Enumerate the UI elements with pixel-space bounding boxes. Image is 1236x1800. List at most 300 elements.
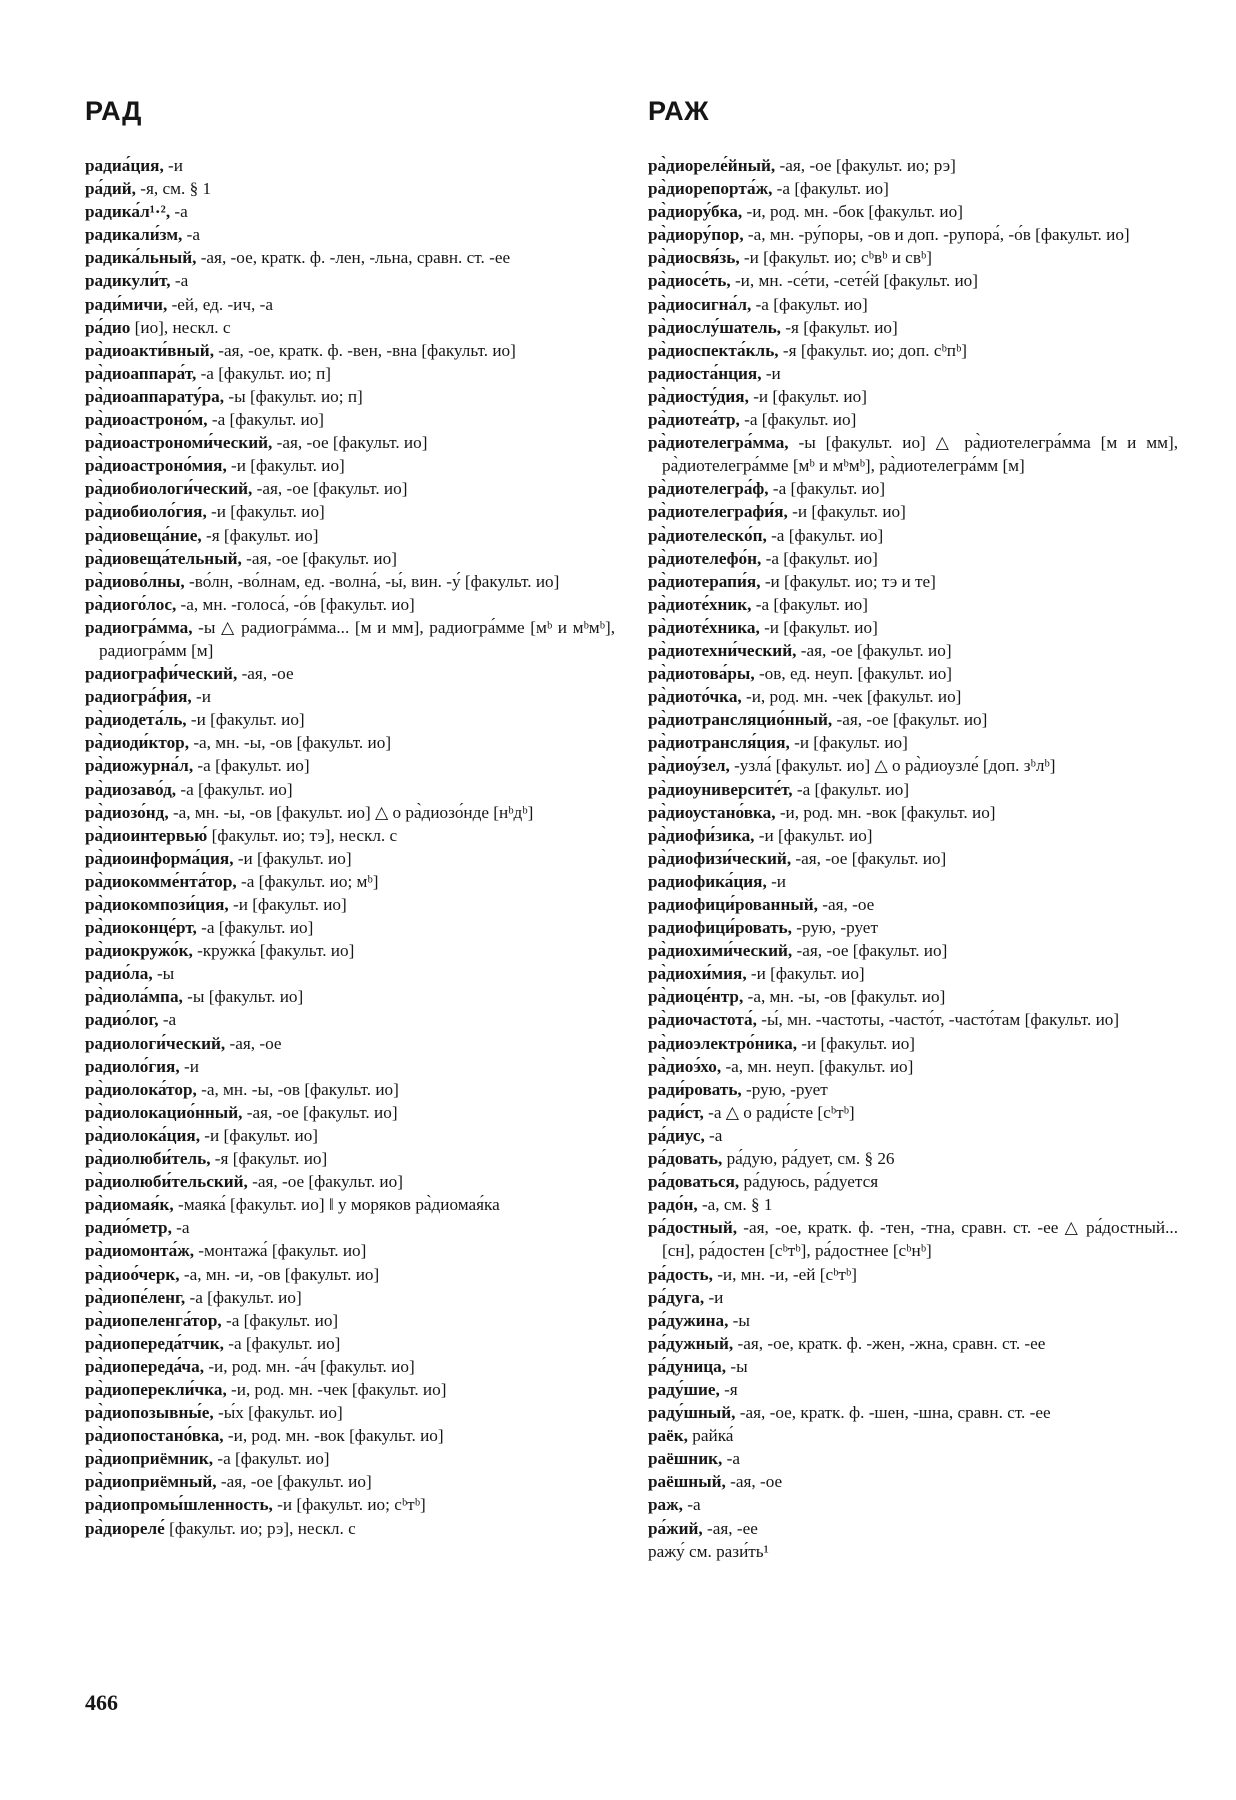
entry-headword: ра̀диоаппарату́ра, [85, 386, 225, 406]
entry-headword: ра̀диохи́мия, [648, 964, 747, 984]
dictionary-entry [85, 200, 615, 223]
entry-grammar: -ая, -ое [факульт. ио] [252, 479, 408, 499]
entry-grammar: -ая, -ое [725, 1472, 783, 1492]
dictionary-entry [648, 339, 1178, 362]
entry-grammar: -а, мн. -ы, -ов [факульт. ио] △ о ра̀диозо́нде [нᵇдᵇ] [168, 802, 534, 822]
entry-grammar: -и [704, 1287, 724, 1307]
entry-headword: ра̀диоэлектро́ника, [648, 1033, 797, 1053]
entry-grammar: -монтажа́ [факульт. ио] [194, 1241, 367, 1261]
dictionary-entry [85, 1493, 615, 1516]
entry-grammar: -а [факульт. ио; п] [196, 363, 332, 383]
entry-grammar: -ая, -ое, кратк. ф. -жен, -жна, сравн. ст. -ее [733, 1333, 1046, 1353]
dictionary-entry [85, 893, 615, 916]
dictionary-entry [85, 1147, 615, 1170]
entry-grammar: -ы [726, 1356, 748, 1376]
entry-grammar: -и, мн. -се́ти, -сете́й [факульт. ио] [730, 271, 978, 291]
entry-headword: ра̀диосту́дия, [648, 386, 749, 406]
entry-grammar: -и, мн. -и, -ей [сᵇтᵇ] [712, 1264, 857, 1284]
entry-headword: ра̀диопозывны́е, [85, 1403, 214, 1423]
entry-headword: ра̀диотрансля́ция, [648, 733, 790, 753]
entry-headword: ра̀диотелефо́н, [648, 548, 762, 568]
dictionary-entry [85, 870, 615, 893]
entry-grammar: -а [факульт. ио] [196, 918, 314, 938]
entry-headword: ра̀диодета́ль, [85, 710, 187, 730]
dictionary-entry [648, 1493, 1178, 1516]
entry-grammar: -ы [факульт. ио] △ ра̀диотелегра́мма [м и мм], ра̀диотелегра́мме [мᵇ и мᵇмᵇ], ра̀диотелегра́мм [м] [662, 433, 1178, 476]
entry-headword: ра̀диопереда́тчик, [85, 1333, 224, 1353]
entry-grammar: -а [факульт. ио] [768, 479, 886, 499]
entry-headword: ра̀диохими́ческий, [648, 941, 793, 961]
dictionary-entry [85, 824, 615, 847]
dictionary-entry [648, 223, 1178, 246]
dictionary-entry [648, 985, 1178, 1008]
entry-grammar: -а [182, 225, 201, 245]
dictionary-entry [85, 1032, 615, 1055]
dictionary-entry [85, 1332, 615, 1355]
entry-grammar: -и, род. мн. -бок [факульт. ио] [742, 202, 963, 222]
entry-headword: ра̀диотелеско́п, [648, 525, 767, 545]
entry-headword: радикули́т, [85, 271, 171, 291]
entry-headword: ра̀диоастроно́м, [85, 410, 208, 430]
entry-grammar: -и [факульт. ио] [186, 710, 305, 730]
entry-grammar: -и [факульт. ио] [754, 825, 873, 845]
entry-headword: ра̀диокружо́к, [85, 941, 193, 961]
entry-grammar: -ая, -ое [факульт. ио] [242, 1102, 398, 1122]
entry-grammar: -и, род. мн. -чек [факульт. ио] [741, 687, 962, 707]
entry-grammar: -а [682, 1495, 701, 1515]
entry-grammar: -ы △ радиогра́мма... [м и мм], радиогра́мме [мᵇ и мᵇмᵇ], радиогра́мм [м] [99, 617, 615, 660]
entry-headword: ра́дуница, [648, 1356, 727, 1376]
entry-headword: ра̀диотерапи́я, [648, 571, 761, 591]
entry-headword: радиа́ция, [85, 156, 164, 175]
dictionary-entry [648, 1517, 1178, 1540]
entry-grammar: -я [факульт. ио] [210, 1149, 328, 1169]
dictionary-entry [85, 962, 615, 985]
entry-headword: ра̀диомонта́ж, [85, 1241, 194, 1261]
dictionary-entry [648, 431, 1178, 477]
dictionary-entry [648, 754, 1178, 777]
entry-headword: ра̀диоэ́хо, [648, 1056, 722, 1076]
entry-headword: ра̀диомая́к, [85, 1195, 174, 1215]
entry-grammar: -ы [728, 1310, 750, 1330]
entry-grammar: -ов, ед. неуп. [факульт. ио] [754, 664, 953, 684]
running-header-left: РАД [85, 96, 142, 126]
dictionary-entry [85, 616, 615, 662]
entry-grammar: -узла́ [факульт. ио] △ о ра̀диоузле́ [доп. зᵇлᵇ] [729, 756, 1056, 776]
entry-headword: ра̀диофи́зика, [648, 825, 755, 845]
entry-headword: ра̀диовеща́тельный, [85, 548, 242, 568]
entry-headword: ра̀диоприёмник, [85, 1449, 214, 1469]
entry-grammar: -ая, -ое [факульт. ио] [247, 1172, 403, 1192]
dictionary-entry [648, 1447, 1178, 1470]
entry-headword: ра̀диоастрономи́ческий, [85, 433, 273, 453]
dictionary-entry [648, 154, 1178, 177]
entry-grammar: -маяка́ [факульт. ио] ‖ у моряков ра̀диомая́ка [173, 1195, 500, 1215]
entry-grammar: ра́дую, ра́дует, см. § 26 [722, 1149, 895, 1169]
entry-headword: ра́дужина, [648, 1310, 729, 1330]
entry-headword: ра̀диолока́ция, [85, 1125, 200, 1145]
dictionary-entry [648, 916, 1178, 939]
entry-headword: радио́лог, [85, 1010, 159, 1030]
dictionary-entry [648, 524, 1178, 547]
entry-grammar: -и [766, 871, 786, 891]
dictionary-entry [648, 1078, 1178, 1101]
entry-grammar: -а, мн. -ы, -ов [факульт. ио] [189, 733, 392, 753]
dictionary-entry [85, 754, 615, 777]
dictionary-entry [85, 778, 615, 801]
entry-grammar: -ы [факульт. ио; п] [224, 386, 363, 406]
entry-headword: ра̀диочастота́, [648, 1010, 757, 1030]
dictionary-entry [648, 1355, 1178, 1378]
dictionary-entry [648, 362, 1178, 385]
dictionary-entry [648, 269, 1178, 292]
dictionary-entry [648, 570, 1178, 593]
dictionary-entry [85, 477, 615, 500]
entry-headword: ра̀диоустано́вка, [648, 802, 776, 822]
entry-headword: ра̀диосигна́л, [648, 294, 752, 314]
entry-grammar: -и [179, 1056, 199, 1076]
entry-grammar: -ая, -ое, кратк. ф. -вен, -вна [факульт. ио] [214, 340, 516, 360]
dictionary-entry [85, 385, 615, 408]
entry-grammar: -и [761, 363, 781, 383]
entry-headword: ра̀диопромы́шленность, [85, 1495, 273, 1515]
entry-headword: ра̀диору́пор, [648, 225, 744, 245]
dictionary-entry [85, 316, 615, 339]
dictionary-entry [648, 593, 1178, 616]
entry-grammar: -а, см. § 1 [697, 1195, 773, 1215]
entry-headword: ра̀диоце́нтр, [648, 987, 744, 1007]
entry-headword: ра̀диоперекли́чка, [85, 1379, 227, 1399]
entry-grammar: -а, мн. -ы, -ов [факульт. ио] [196, 1079, 399, 1099]
entry-grammar: -и, род. мн. -а́ч [факульт. ио] [204, 1356, 415, 1376]
entry-grammar: -ая, -ое [факульт. ио] [791, 848, 947, 868]
dictionary-entry [648, 177, 1178, 200]
entry-headword: ра̀диоте́хник, [648, 594, 752, 614]
entry-headword: ра̀диобиологи́ческий, [85, 479, 253, 499]
dictionary-entry [85, 500, 615, 523]
dictionary-entry [648, 1055, 1178, 1078]
entry-grammar: ражу́ см. рази́ть¹ [648, 1541, 769, 1561]
dictionary-entry [85, 1055, 615, 1078]
entry-grammar: -ая, -ое [факульт. ио] [796, 640, 952, 660]
entry-headword: ра̀диото́чка, [648, 687, 742, 707]
dictionary-entry [648, 847, 1178, 870]
dictionary-entry [648, 1470, 1178, 1493]
dictionary-entry [648, 1147, 1178, 1170]
entry-grammar: -а [факульт. ио] [751, 594, 868, 614]
entry-grammar: -ая, -ее [702, 1518, 758, 1538]
dictionary-entry [85, 1170, 615, 1193]
entry-grammar: -а [факульт. ио] [751, 294, 868, 314]
dictionary-entry [85, 1124, 615, 1147]
entry-headword: ра̀диовеща́ние, [85, 525, 202, 545]
entry-grammar: -ая, -ое [факульт. ио] [272, 433, 428, 453]
entry-grammar: -и [факульт. ио] [228, 895, 347, 914]
dictionary-entry [85, 1470, 615, 1493]
entry-grammar: -и [факульт. ио; сᵇтᵇ] [272, 1495, 426, 1515]
dictionary-entry [85, 662, 615, 685]
dictionary-entry [85, 916, 615, 939]
dictionary-entry [648, 824, 1178, 847]
entry-headword: ра̀диоо́черк, [85, 1264, 180, 1284]
dictionary-entry [85, 1263, 615, 1286]
entry-headword: ра̀диореле́ [85, 1518, 165, 1538]
entry-headword: ра̀диолюби́тель, [85, 1149, 211, 1169]
entry-grammar: -а [факульт. ио] [207, 410, 325, 430]
dictionary-entry [85, 1216, 615, 1239]
entry-headword: ра̀диола́мпа, [85, 987, 183, 1007]
entry-grammar: -а, мн. -голоса́, -о́в [факульт. ио] [176, 594, 415, 614]
dictionary-entry [648, 1101, 1178, 1124]
dictionary-entry [85, 524, 615, 547]
dictionary-entry [648, 939, 1178, 962]
dictionary-entry [648, 1032, 1178, 1055]
entry-grammar: -а [722, 1449, 740, 1469]
dictionary-entry [648, 1424, 1178, 1447]
entry-headword: раду́шный, [648, 1403, 736, 1423]
dictionary-entry [648, 685, 1178, 708]
entry-headword: ра́жий, [648, 1518, 703, 1538]
entry-headword: ра̀диопереда́ча, [85, 1356, 205, 1376]
entry-grammar: -и [факульт. ио] [206, 502, 325, 522]
entry-grammar: -ы́, мн. -частоты, -часто́т, -часто́там [факульт. ио] [756, 1010, 1120, 1030]
entry-grammar: -а, мн. -и, -ов [факульт. ио] [179, 1264, 380, 1284]
entry-grammar: -я [факульт. ио] [780, 317, 898, 337]
entry-grammar: -и [факульт. ио] [233, 848, 352, 868]
entry-grammar: -а [171, 1218, 190, 1238]
entry-headword: ра̀диожурна́л, [85, 756, 194, 776]
entry-grammar: -рую, -рует [741, 1079, 828, 1099]
entry-headword: ра́дость, [648, 1264, 713, 1284]
entry-grammar: -ая, -ое [225, 1033, 282, 1053]
entry-grammar: -а [факульт. ио] [772, 179, 889, 199]
entry-grammar: -ы [152, 964, 175, 984]
dictionary-entry [85, 708, 615, 731]
entry-grammar: -а [170, 271, 189, 291]
dictionary-entry [85, 685, 615, 708]
entry-headword: ра́дуга, [648, 1287, 705, 1307]
entry-headword: ра̀диолока́тор, [85, 1079, 197, 1099]
entry-grammar: -и [163, 156, 183, 175]
dictionary-entry [648, 200, 1178, 223]
dictionary-entry [648, 293, 1178, 316]
dictionary-entry [85, 1517, 615, 1540]
dictionary-entry [85, 1101, 615, 1124]
entry-headword: ради́ст, [648, 1102, 704, 1122]
entry-headword: ра̀диоте́хника, [648, 617, 760, 637]
entry-headword: ра̀диоспекта́кль, [648, 340, 779, 360]
dictionary-entry [85, 362, 615, 385]
dictionary-entry [648, 477, 1178, 500]
entry-headword: радио́ла, [85, 964, 153, 984]
dictionary-entry [648, 870, 1178, 893]
entry-grammar: -а, мн. -ру́поры, -ов и доп. -рупора́, -о́в [факульт. ио] [743, 225, 1130, 245]
entry-grammar: -и [факульт. ио] [759, 617, 878, 637]
entry-grammar: [факульт. ио; рэ], нескл. с [164, 1518, 356, 1538]
entry-headword: раёк, [648, 1426, 688, 1446]
dictionary-entry [648, 385, 1178, 408]
entry-grammar: -рую, -рует [791, 918, 878, 938]
entry-grammar: райка́ [687, 1426, 734, 1446]
entry-headword: ра̀диорепорта́ж, [648, 179, 773, 199]
entry-headword: ра̀диосе́ть, [648, 271, 731, 291]
entry-grammar: -а [факульт. ио] [739, 410, 857, 430]
dictionary-entry [648, 500, 1178, 523]
entry-headword: ра́достный, [648, 1218, 738, 1238]
dictionary-entry [85, 177, 615, 200]
dictionary-entry [648, 246, 1178, 269]
entry-grammar: -и, род. мн. -чек [факульт. ио] [226, 1379, 447, 1399]
entry-headword: ра̀диокомпози́ция, [85, 895, 229, 914]
entry-headword: раёшный, [648, 1472, 726, 1492]
entry-headword: ра́доваться, [648, 1172, 740, 1192]
entry-grammar: -ей, ед. -ич, -а [167, 294, 273, 314]
entry-headword: радиографи́ческий, [85, 664, 238, 684]
dictionary-entry [85, 1286, 615, 1309]
dictionary-entry [648, 778, 1178, 801]
entry-grammar: -а [704, 1125, 723, 1145]
entry-headword: ра̀диоинтервью́ [85, 825, 208, 845]
entry-grammar: -ая, -ое [факульт. ио; рэ] [775, 156, 956, 175]
entry-headword: ра̀диово́лны, [85, 571, 185, 591]
entry-grammar: -ая, -ое [237, 664, 294, 684]
dictionary-entry [648, 1193, 1178, 1216]
entry-grammar: -я [факульт. ио] [201, 525, 319, 545]
entry-headword: радиоло́гия, [85, 1056, 180, 1076]
dictionary-entry [85, 246, 615, 269]
entry-headword: раёшник, [648, 1449, 723, 1469]
entry-headword: ра̀диолокацио́нный, [85, 1102, 243, 1122]
dictionary-entry [85, 847, 615, 870]
entry-grammar: -а [факульт. ио] [761, 548, 878, 568]
entry-grammar: -а [170, 202, 188, 222]
dictionary-entry [648, 1540, 1178, 1563]
page-number: 466 [85, 1690, 118, 1715]
entry-grammar: -ая, -ое, кратк. ф. -тен, -тна, сравн. ст. -ее △ ра́достный... [сн], ра́достен [сᵇтᵇ], ра́достнее [сᵇнᵇ] [662, 1218, 1178, 1261]
dictionary-entry [648, 1124, 1178, 1147]
entry-grammar: -ы́х [факульт. ио] [213, 1403, 343, 1423]
dictionary-entry [648, 639, 1178, 662]
entry-headword: радиологи́ческий, [85, 1033, 226, 1053]
dictionary-entry [648, 316, 1178, 339]
entry-headword: ра̀диослу́шатель, [648, 317, 781, 337]
entry-grammar: -и [факульт. ио] [748, 386, 867, 406]
entry-grammar: -я [719, 1379, 738, 1399]
entry-grammar: -ая, -ое, кратк. ф. -шен, -шна, сравн. ст. -ее [735, 1403, 1051, 1423]
entry-headword: ра̀диоу́зел, [648, 756, 730, 776]
dictionary-entry [85, 1378, 615, 1401]
entry-headword: радикали́зм, [85, 225, 183, 245]
entry-grammar: -а [факульт. ио; мᵇ] [236, 871, 379, 891]
entry-headword: ра̀диоинформа́ция, [85, 848, 234, 868]
entry-grammar: -и [факульт. ио; сᵇвᵇ и свᵇ] [739, 248, 932, 268]
entry-headword: ра̀диоконце́рт, [85, 918, 197, 938]
dictionary-entry [85, 431, 615, 454]
dictionary-entry [648, 962, 1178, 985]
entry-grammar: -ая, -ое [факульт. ио] [792, 941, 948, 961]
entry-grammar: -кружка́ [факульт. ио] [192, 941, 355, 961]
entry-headword: ра̀диоуниверсите́т, [648, 779, 793, 799]
entry-headword: радио́метр, [85, 1218, 172, 1238]
entry-grammar: -ы [факульт. ио] [182, 987, 304, 1007]
running-header-right: РАЖ [648, 96, 710, 126]
dictionary-entry [648, 708, 1178, 731]
dictionary-entry [85, 1008, 615, 1031]
dictionary-entry [648, 408, 1178, 431]
dictionary-entry [85, 593, 615, 616]
entry-headword: ра̀диоакти́вный, [85, 340, 214, 360]
entry-grammar: ра́дуюсь, ра́дуется [739, 1172, 879, 1192]
entry-headword: ра̀диолюби́тельский, [85, 1172, 248, 1192]
entry-headword: ра̀диобиоло́гия, [85, 502, 207, 522]
entry-headword: ра́дио [85, 317, 131, 337]
dictionary-entry [85, 408, 615, 431]
entry-headword: раж, [648, 1495, 683, 1515]
entry-grammar: -и [факульт. ио] [226, 456, 345, 476]
entry-grammar: -а [факульт. ио] [221, 1310, 339, 1330]
entry-headword: ра́дужный, [648, 1333, 734, 1353]
entry-headword: ра̀диотова́ры, [648, 664, 755, 684]
dictionary-entry [648, 1401, 1178, 1424]
entry-headword: ра̀диоаппара́т, [85, 363, 197, 383]
entry-grammar: -ая, -ое [факульт. ио] [241, 548, 397, 568]
entry-headword: ра̀диопе́ленг, [85, 1287, 186, 1307]
entry-headword: ра̀диозо́нд, [85, 802, 169, 822]
entry-grammar: -а [158, 1010, 177, 1030]
dictionary-entry [648, 1170, 1178, 1193]
dictionary-entry [648, 616, 1178, 639]
dictionary-column-left [85, 154, 615, 1540]
entry-grammar: -и, род. мн. -вок [факульт. ио] [223, 1426, 444, 1446]
dictionary-entry [648, 1286, 1178, 1309]
entry-headword: радо́н, [648, 1195, 698, 1215]
entry-grammar: -а, мн. неуп. [факульт. ио] [721, 1056, 914, 1076]
entry-grammar: -а [факульт. ио] [185, 1287, 302, 1307]
dictionary-entry [648, 1263, 1178, 1286]
entry-headword: ра̀диотелеграфи́я, [648, 502, 788, 522]
dictionary-entry [85, 454, 615, 477]
dictionary-entry [85, 1078, 615, 1101]
entry-grammar: -а, мн. -ы, -ов [факульт. ио] [743, 987, 946, 1007]
dictionary-entry [648, 893, 1178, 916]
dictionary-entry [85, 293, 615, 316]
entry-grammar: -а [факульт. ио] [176, 779, 293, 799]
dictionary-entry [85, 985, 615, 1008]
dictionary-entry [648, 662, 1178, 685]
dictionary-entry [85, 939, 615, 962]
entry-grammar: -и, род. мн. -вок [факульт. ио] [775, 802, 996, 822]
dictionary-entry [85, 547, 615, 570]
dictionary-entry [85, 731, 615, 754]
entry-headword: радиогра́фия, [85, 687, 192, 707]
entry-grammar: -я, см. § 1 [135, 179, 212, 199]
dictionary-entry [648, 1216, 1178, 1262]
entry-headword: ра́диус, [648, 1125, 705, 1145]
dictionary-entry [85, 1193, 615, 1216]
dictionary-column-right [648, 154, 1178, 1563]
dictionary-entry [85, 223, 615, 246]
entry-grammar: -а [факульт. ио] [223, 1333, 341, 1353]
dictionary-entry [85, 1447, 615, 1470]
dictionary-entry [85, 801, 615, 824]
entry-grammar: -а [факульт. ио] [792, 779, 910, 799]
entry-headword: ра̀диотрансляцио́нный, [648, 710, 833, 730]
entry-grammar: [ио], нескл. с [130, 317, 231, 337]
dictionary-entry [648, 801, 1178, 824]
dictionary-entry [648, 1332, 1178, 1355]
entry-headword: раду́шие, [648, 1379, 720, 1399]
entry-headword: ра̀диотехни́ческий, [648, 640, 797, 660]
